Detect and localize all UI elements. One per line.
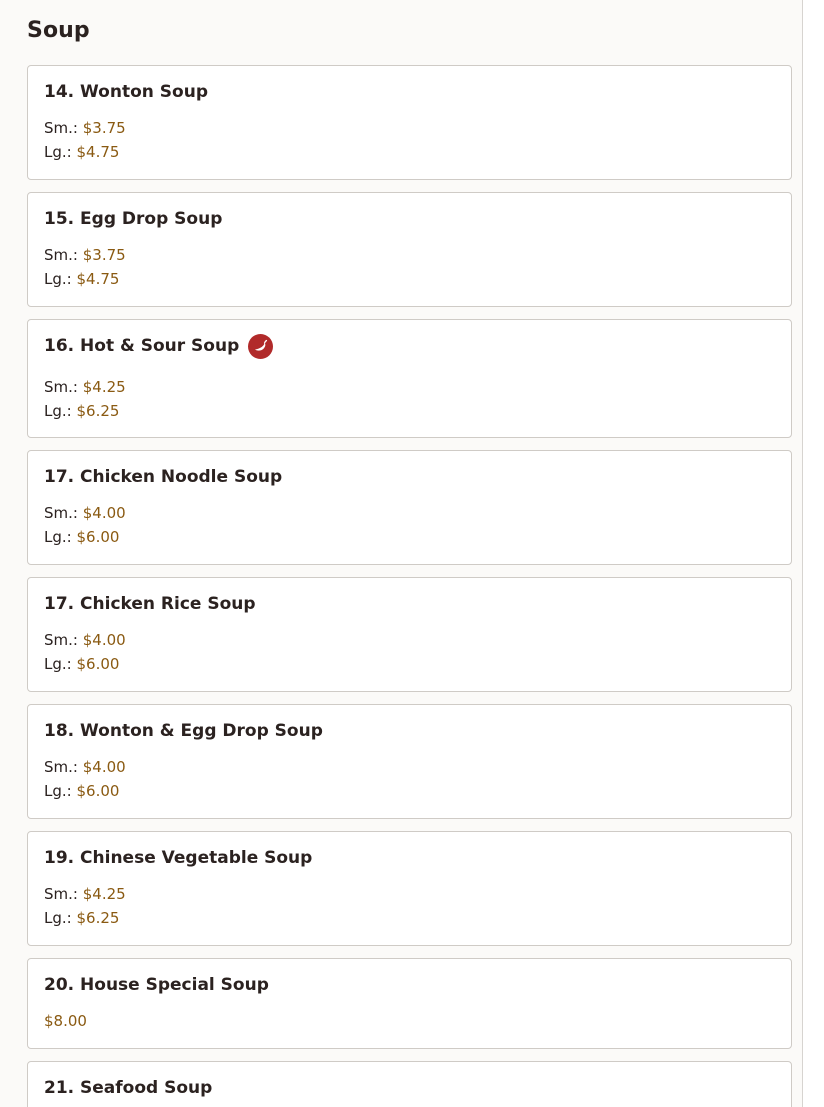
price-value: $6.25 [76, 402, 120, 420]
menu-item-card[interactable] [27, 65, 792, 180]
price-row-large [44, 779, 775, 803]
price-list [44, 1009, 775, 1033]
price-value: $4.00 [82, 504, 126, 522]
menu-item-name: 20. House Special Soup [44, 975, 269, 995]
price-list [44, 501, 775, 549]
price-list [44, 628, 775, 676]
price-row-large [44, 525, 775, 549]
menu-item-list [27, 65, 792, 1107]
menu-item-card[interactable] [27, 831, 792, 946]
menu-item-name: 15. Egg Drop Soup [44, 209, 223, 229]
price-label: Sm.: [44, 378, 78, 396]
price-value: $6.00 [76, 528, 120, 546]
price-row-small [44, 501, 775, 525]
price-row-large [44, 140, 775, 164]
menu-item-name: 19. Chinese Vegetable Soup [44, 848, 313, 868]
price-label: Lg.: [44, 528, 72, 546]
price-value: $4.25 [82, 378, 126, 396]
menu-item-name: 18. Wonton & Egg Drop Soup [44, 721, 323, 741]
menu-item-card[interactable] [27, 450, 792, 565]
menu-item-card[interactable] [27, 192, 792, 307]
section-title: Soup [27, 18, 90, 43]
menu-item-card[interactable] [27, 958, 792, 1049]
menu-item-card[interactable] [27, 1061, 792, 1107]
menu-item-name: 14. Wonton Soup [44, 82, 208, 102]
menu-item-name: 17. Chicken Rice Soup [44, 594, 256, 614]
price-value: $6.00 [76, 655, 120, 673]
price-value: $3.75 [82, 246, 126, 264]
price-value: $4.00 [82, 631, 126, 649]
menu-item-card[interactable] [27, 704, 792, 819]
price-label: Lg.: [44, 270, 72, 288]
price-row-small [44, 116, 775, 140]
price-value: $4.75 [76, 270, 120, 288]
price-row-large [44, 267, 775, 291]
menu-item-card[interactable] [27, 319, 792, 438]
price-label: Lg.: [44, 782, 72, 800]
menu-item-card[interactable] [27, 577, 792, 692]
price-label: Lg.: [44, 402, 72, 420]
price-row-large [44, 399, 775, 423]
price-row-small [44, 755, 775, 779]
price-value: $6.25 [76, 909, 120, 927]
price-row-large [44, 906, 775, 930]
price-label: Sm.: [44, 246, 78, 264]
price-list [44, 116, 775, 164]
price-label: Lg.: [44, 655, 72, 673]
price-label: Sm.: [44, 119, 78, 137]
price-label: Lg.: [44, 143, 72, 161]
menu-item-title [44, 331, 775, 361]
price-label: Sm.: [44, 885, 78, 903]
price-row-small [44, 243, 775, 267]
price-row-large [44, 652, 775, 676]
price-list [44, 882, 775, 930]
price-value: $3.75 [82, 119, 126, 137]
chili-pepper-icon [248, 334, 273, 359]
price-value: $8.00 [44, 1012, 87, 1030]
price-list [44, 375, 775, 423]
price-label: Sm.: [44, 504, 78, 522]
price-row-small [44, 882, 775, 906]
price-list [44, 755, 775, 803]
menu-item-name: 21. Seafood Soup [44, 1078, 213, 1098]
menu-item-name: 16. Hot & Sour Soup [44, 336, 240, 356]
price-row-single [44, 1009, 775, 1033]
price-value: $4.75 [76, 143, 120, 161]
price-row-small [44, 628, 775, 652]
price-label: Sm.: [44, 631, 78, 649]
price-value: $6.00 [76, 782, 120, 800]
menu-item-name: 17. Chicken Noodle Soup [44, 467, 283, 487]
price-label: Sm.: [44, 758, 78, 776]
price-list [44, 243, 775, 291]
price-row-small [44, 375, 775, 399]
price-value: $4.00 [82, 758, 126, 776]
price-value: $4.25 [82, 885, 126, 903]
price-label: Lg.: [44, 909, 72, 927]
